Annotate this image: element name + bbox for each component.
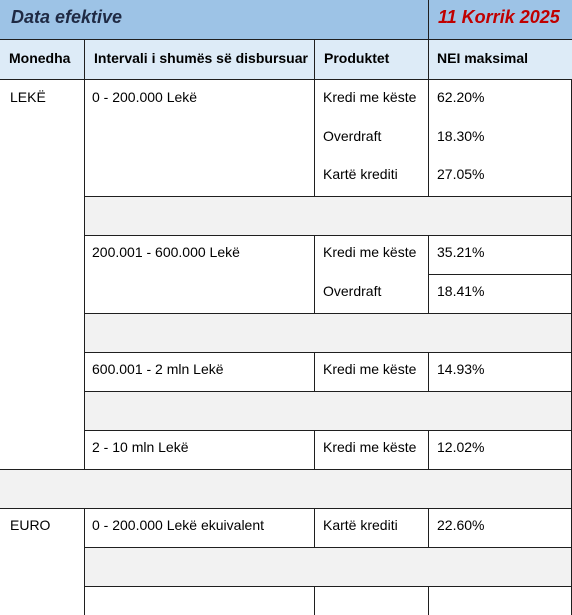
product-cell: Kredi me këste [323,89,417,105]
currency-cell: EURO [10,517,51,533]
grid-line [428,586,429,615]
product-cell: Kredi me këste [323,439,417,455]
interval-cell: 600.001 - 2 mln Lekë [92,361,224,377]
grid-line [0,469,572,470]
col-header-products: Produktet [324,50,390,66]
grid-line [85,430,572,431]
spacer-row [85,197,572,235]
product-cell: Overdraft [323,283,382,299]
grid-line [85,352,572,353]
rate-cell: 18.30% [437,128,485,144]
product-cell: Kartë krediti [323,166,398,182]
grid-line [428,235,429,314]
header-divider [314,40,315,80]
grid-line [314,586,315,615]
rate-cell: 18.41% [437,283,485,299]
grid-line [314,430,315,470]
effective-date: 11 Korrik 2025 [438,7,560,27]
rate-cell: 14.93% [437,361,485,377]
grid-line [85,391,572,392]
interval-cell: 2 - 10 mln Lekë [92,439,189,455]
rate-cell: 12.02% [437,439,485,455]
table-title: Data efektive [11,7,123,27]
grid-line [314,80,315,197]
grid-line [314,235,315,314]
product-cell: Overdraft [323,128,382,144]
spacer-row [85,392,572,430]
product-cell: Kredi me këste [323,361,417,377]
date-cell [428,0,572,40]
grid-line [428,274,572,275]
spacer-row [85,548,572,586]
grid-line [84,508,85,615]
grid-line [85,196,572,197]
rate-cell: 27.05% [437,166,485,182]
column-header-row [0,40,572,80]
product-cell: Kredi me këste [323,244,417,260]
grid-line [428,430,429,470]
rate-cell: 62.20% [437,89,485,105]
grid-line [85,313,572,314]
interval-cell: 0 - 200.000 Lekë [92,89,198,105]
interval-cell: 200.001 - 600.000 Lekë [92,244,240,260]
interval-cell: 0 - 200.000 Lekë ekuivalent [92,517,265,533]
col-header-max-rate: NEI maksimal [437,50,529,66]
spacer-row [85,314,572,352]
grid-line [428,352,429,392]
currency-cell: LEKË [10,89,46,105]
title-bar [0,0,572,40]
grid-line [85,235,572,236]
col-header-interval: Intervali i shumës së disbursuar [94,50,308,66]
grid-line [428,80,429,197]
grid-line [314,352,315,392]
product-cell: Kartë krediti [323,517,398,533]
header-divider [428,40,429,80]
grid-line [428,508,429,548]
currency-spacer-row [0,470,572,508]
rate-cell: 35.21% [437,244,485,260]
col-header-currency: Monedha [9,50,71,66]
grid-line [85,586,572,587]
rate-cell: 22.60% [437,517,485,533]
header-divider [84,40,85,80]
grid-line [314,508,315,548]
grid-line [84,80,85,470]
grid-line [0,508,572,509]
grid-line [85,547,572,548]
